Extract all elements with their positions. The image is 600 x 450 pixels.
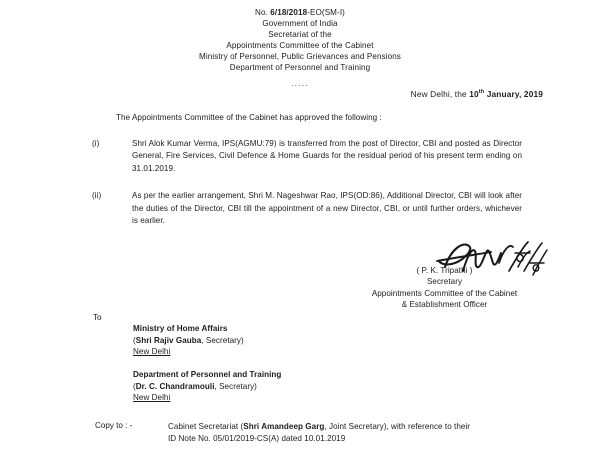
addressee-mha-officer-name: Shri Rajiv Gauba (135, 335, 202, 345)
addressee-dopt-organisation: Department of Personnel and Training (133, 370, 282, 379)
clause-i-number: (i) (92, 139, 100, 148)
clause-ii-number: (ii) (92, 191, 102, 201)
addressee-dopt (133, 369, 281, 404)
clause-i (92, 138, 522, 175)
signatory-extra: & Establishment Officer (401, 300, 488, 310)
addressee-dopt-officer-name: Dr. C. Chandramouli (135, 381, 215, 391)
header-line-secretariat: Secretariat of the (268, 30, 332, 40)
addressee-mha-officer-open: ( (133, 335, 136, 345)
file-number-suffix: -EO(SM-I) (307, 8, 345, 17)
addressee-dopt-officer-rest: , Secretary) (214, 381, 257, 391)
dateline-ordinal: th (478, 89, 485, 96)
addressee-dopt-officer (133, 381, 281, 393)
copy-to-body (168, 421, 524, 445)
dateline-place: New Delhi, the (410, 89, 470, 99)
addressee-mha-officer-rest: , Secretary) (201, 335, 244, 345)
addressee-label: To (93, 313, 102, 322)
header-line-committee: Appointments Committee of the Cabinet (226, 41, 374, 51)
addressee-dopt-officer-open: ( (133, 381, 136, 391)
copy-to-label: Copy to : - (95, 421, 133, 430)
lead-paragraph: The Appointments Committee of the Cabinet has approved the following : (116, 113, 382, 122)
clause-ii-text: As per the earlier arrangement, Shri M. Nageshwar Rao, IPS(OD:86), Additional Director, CBI will look after the duties of the Director, CBI till the appointment of a new Director, CBI, or until further orders, whichever is earlier. (132, 191, 522, 226)
header-line-department: Department of Personnel and Training (229, 63, 371, 73)
copy-to-text-after: , Joint Secretary), with reference to their (324, 422, 471, 431)
file-number-line (0, 7, 600, 18)
addressee-mha-officer (133, 335, 244, 347)
signatory-designation: Secretary (426, 277, 463, 287)
copy-to-second-line: ID Note No. 05/01/2019-CS(A) dated 10.01.2019 (168, 433, 346, 443)
header-separator: ..... (291, 77, 309, 88)
dateline (411, 89, 543, 99)
addressee-mha (133, 323, 244, 358)
document-body (92, 112, 522, 242)
clause-i-text: Shri Alok Kumar Verma, IPS(AGMU:79) is transferred from the post of Director, CBI and posted as Director General, Fire Services, Civil Defence & Home Guards for the residual period of his present term ending on 31.01.2019. (132, 139, 522, 173)
file-number: 6/18/2018 (270, 8, 308, 17)
addressee-mha-city: New Delhi (133, 347, 171, 357)
addressee-dopt-city: New Delhi (133, 393, 171, 403)
addressee-mha-organisation: Ministry of Home Affairs (133, 324, 228, 333)
copy-to-name: Shri Amandeep Garg (243, 422, 325, 431)
file-number-prefix: No. (255, 8, 271, 17)
header-line-government: Government of India (262, 19, 338, 29)
dateline-month-year: January, 2019 (484, 89, 543, 99)
clause-ii (92, 190, 522, 227)
signatory-name: ( P. K. Tripathi ) (416, 266, 473, 275)
header-line-ministry: Ministry of Personnel, Public Grievances and Pensions (199, 52, 401, 62)
copy-to-text-before: Cabinet Secretariat ( (168, 422, 244, 431)
letterhead (0, 7, 600, 89)
signatory-body: Appointments Committee of the Cabinet (371, 288, 518, 298)
signature-block (337, 265, 552, 311)
dateline-day: 10 (469, 89, 479, 99)
